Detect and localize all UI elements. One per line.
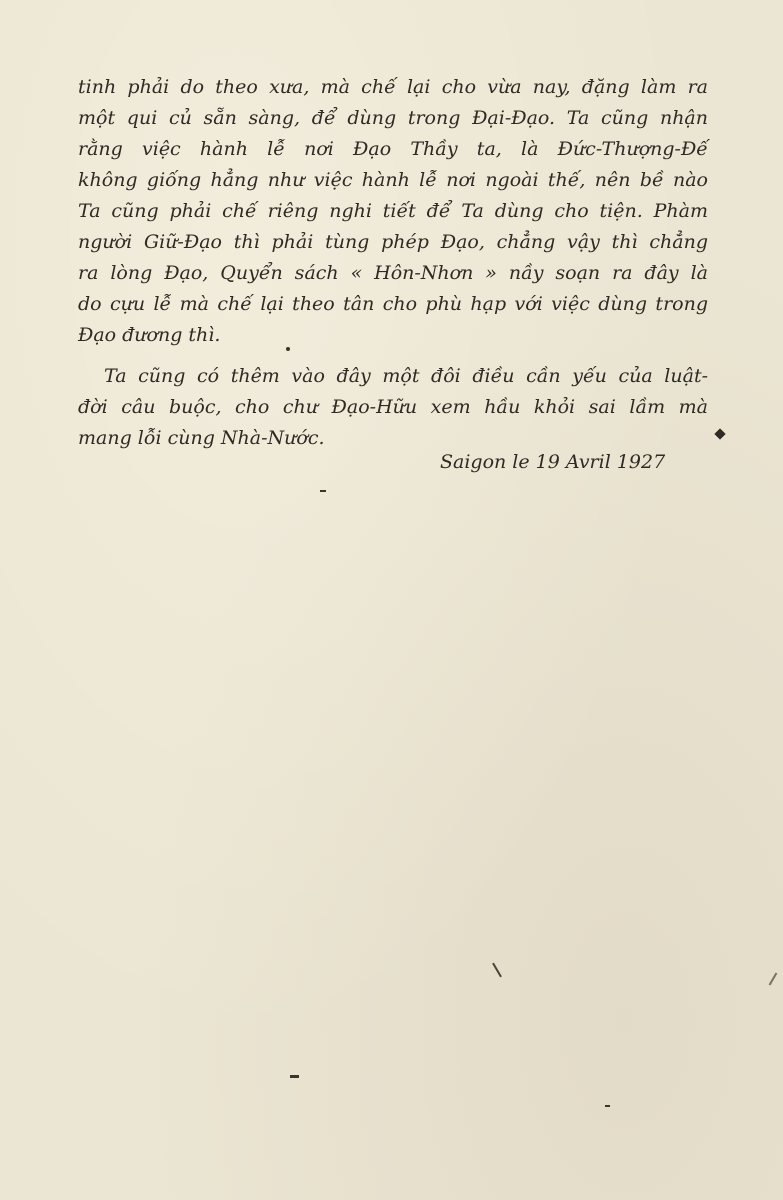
ink-stroke bbox=[492, 963, 502, 978]
body-text bbox=[78, 72, 708, 454]
text-line: người Giữ-Đạo thì phải tùng phép Đạo, chẳng vậy thì chẳng bbox=[78, 231, 708, 253]
ink-speck bbox=[286, 347, 290, 351]
ink-speck bbox=[290, 1075, 299, 1078]
text-line: rằng việc hành lễ nơi Đạo Thầy ta, là Đức-Thượng-Đế bbox=[78, 138, 708, 160]
text-line: Ta cũng có thêm vào đây một đôi điều cần yếu của luật- bbox=[104, 365, 708, 387]
diamond-ornament-icon bbox=[714, 428, 725, 439]
ink-stroke bbox=[769, 972, 778, 985]
signature-date: Saigon le 19 Avril 1927 bbox=[440, 451, 666, 473]
text-line: tinh phải do theo xưa, mà chế lại cho vừa nay, đặng làm ra bbox=[78, 76, 708, 98]
ink-speck bbox=[605, 1105, 610, 1107]
text-line: Ta cũng phải chế riêng nghi tiết để Ta dùng cho tiện. Phàm bbox=[78, 200, 708, 222]
text-line: không giống hẳng như việc hành lễ nơi ngoài thế, nên bề nào bbox=[78, 169, 708, 191]
text-line: một qui củ sẵn sàng, để dùng trong Đại-Đạo. Ta cũng nhận bbox=[78, 107, 708, 129]
text-line: đời câu buộc, cho chư Đạo-Hữu xem hầu khỏi sai lầm mà bbox=[78, 396, 708, 418]
text-line: do cựu lễ mà chế lại theo tân cho phù hạp với việc dùng trong bbox=[78, 293, 708, 315]
text-line: Đạo đương thì. bbox=[78, 324, 221, 346]
text-line: ra lòng Đạo, Quyển sách « Hôn-Nhơn » nầy soạn ra đây là bbox=[78, 262, 708, 284]
text-line: mang lỗi cùng Nhà-Nước. bbox=[78, 427, 325, 449]
ink-speck bbox=[320, 490, 326, 492]
